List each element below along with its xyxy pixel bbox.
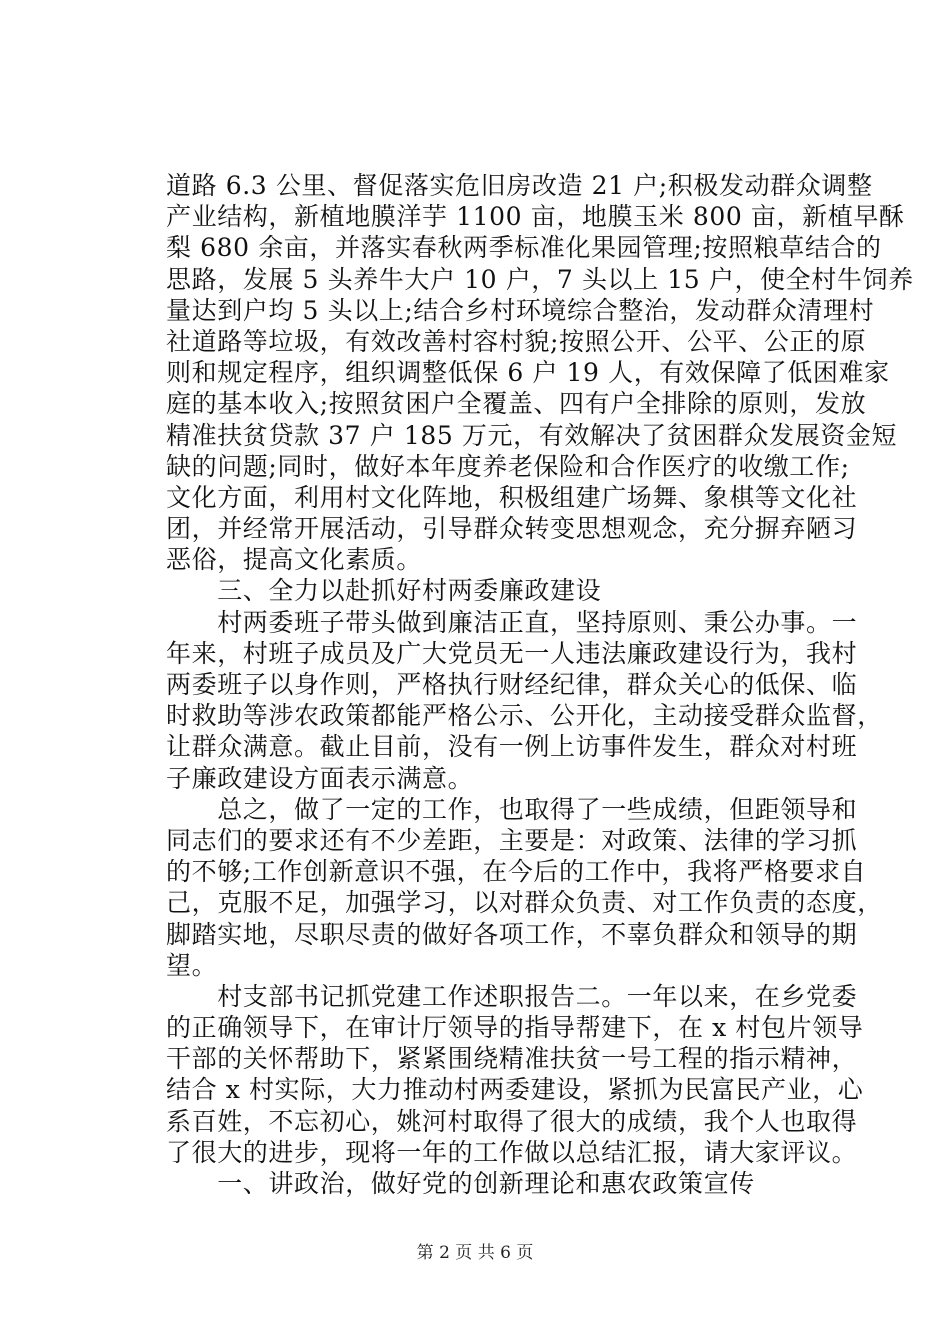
text-line: 的正确领导下，在审计厅领导的指导帮建下，在 x 村包片领导	[166, 1013, 864, 1043]
text-line: 时救助等涉农政策都能严格公示、公开化，主动接受群众监督，	[166, 701, 883, 731]
text-line: 系百姓，不忘初心，姚河村取得了很大的成绩，我个人也取得	[166, 1106, 858, 1136]
body-text	[166, 170, 914, 1199]
text-line: 了很大的进步，现将一年的工作做以总结汇报，请大家评议。	[166, 1137, 858, 1167]
text-line: 三、全力以赴抓好村两委廉政建设	[166, 576, 602, 606]
text-line: 团，并经常开展活动，引导群众转变思想观念，充分摒弃陋习	[166, 514, 858, 544]
text-line: 产业结构，新植地膜洋芋 1100 亩，地膜玉米 800 亩，新植早酥	[166, 202, 905, 232]
text-line: 脚踏实地，尽职尽责的做好各项工作，不辜负群众和领导的期	[166, 919, 858, 949]
text-line: 己，克服不足，加强学习，以对群众负责、对工作负责的态度，	[166, 888, 883, 918]
text-line: 文化方面，利用村文化阵地，积极组建广场舞、象棋等文化社	[166, 482, 858, 512]
text-line: 恶俗，提高文化素质。	[166, 545, 423, 575]
text-line: 村支部书记抓党建工作述职报告二。一年以来，在乡党委	[166, 981, 858, 1011]
text-line: 思路，发展 5 头养牛大户 10 户，7 头以上 15 户，使全村牛饲养	[166, 264, 914, 294]
text-line: 一、讲政治，做好党的创新理论和惠农政策宣传	[166, 1169, 755, 1198]
text-line: 总之，做了一定的工作，也取得了一些成绩，但距领导和	[166, 794, 858, 824]
text-line: 结合 x 村实际，大力推动村两委建设，紧抓为民富民产业，心	[166, 1075, 864, 1105]
text-line: 同志们的要求还有不少差距，主要是：对政策、法律的学习抓	[166, 825, 858, 855]
text-line: 梨 680 余亩，并落实春秋两季标准化果园管理;按照粮草结合的	[166, 233, 882, 263]
page-footer: 第 2 页 共 6 页	[416, 1243, 534, 1263]
text-line: 社道路等垃圾，有效改善村容村貌;按照公开、公平、公正的原	[166, 326, 867, 356]
text-line: 子廉政建设方面表示满意。	[166, 763, 474, 793]
text-line: 庭的基本收入;按照贫困户全覆盖、四有户全排除的原则，发放	[166, 389, 867, 419]
text-line: 道路 6.3 公里、督促落实危旧房改造 21 户;积极发动群众调整	[166, 171, 873, 200]
text-line: 年来，村班子成员及广大党员无一人违法廉政建设行为，我村	[166, 638, 858, 668]
text-line: 精准扶贫贷款 37 户 185 万元，有效解决了贫困群众发展资金短	[166, 420, 898, 450]
text-line: 村两委班子带头做到廉洁正直，坚持原则、秉公办事。一	[166, 607, 858, 637]
text-line: 望。	[166, 950, 218, 980]
text-line: 让群众满意。截止目前，没有一例上访事件发生，群众对村班	[166, 732, 858, 762]
text-line: 则和规定程序，组织调整低保 6 户 19 人，有效保障了低困难家	[166, 358, 890, 388]
text-line: 的不够;工作创新意识不强，在今后的工作中，我将严格要求自	[166, 857, 867, 887]
text-line: 两委班子以身作则，严格执行财经纪律，群众关心的低保、临	[166, 670, 858, 699]
text-line: 干部的关怀帮助下，紧紧围绕精准扶贫一号工程的指示精神，	[166, 1044, 858, 1074]
text-line: 量达到户均 5 头以上;结合乡村环境综合整治，发动群众清理村	[166, 295, 875, 325]
text-line: 缺的问题;同时，做好本年度养老保险和合作医疗的收缴工作;	[166, 451, 850, 481]
